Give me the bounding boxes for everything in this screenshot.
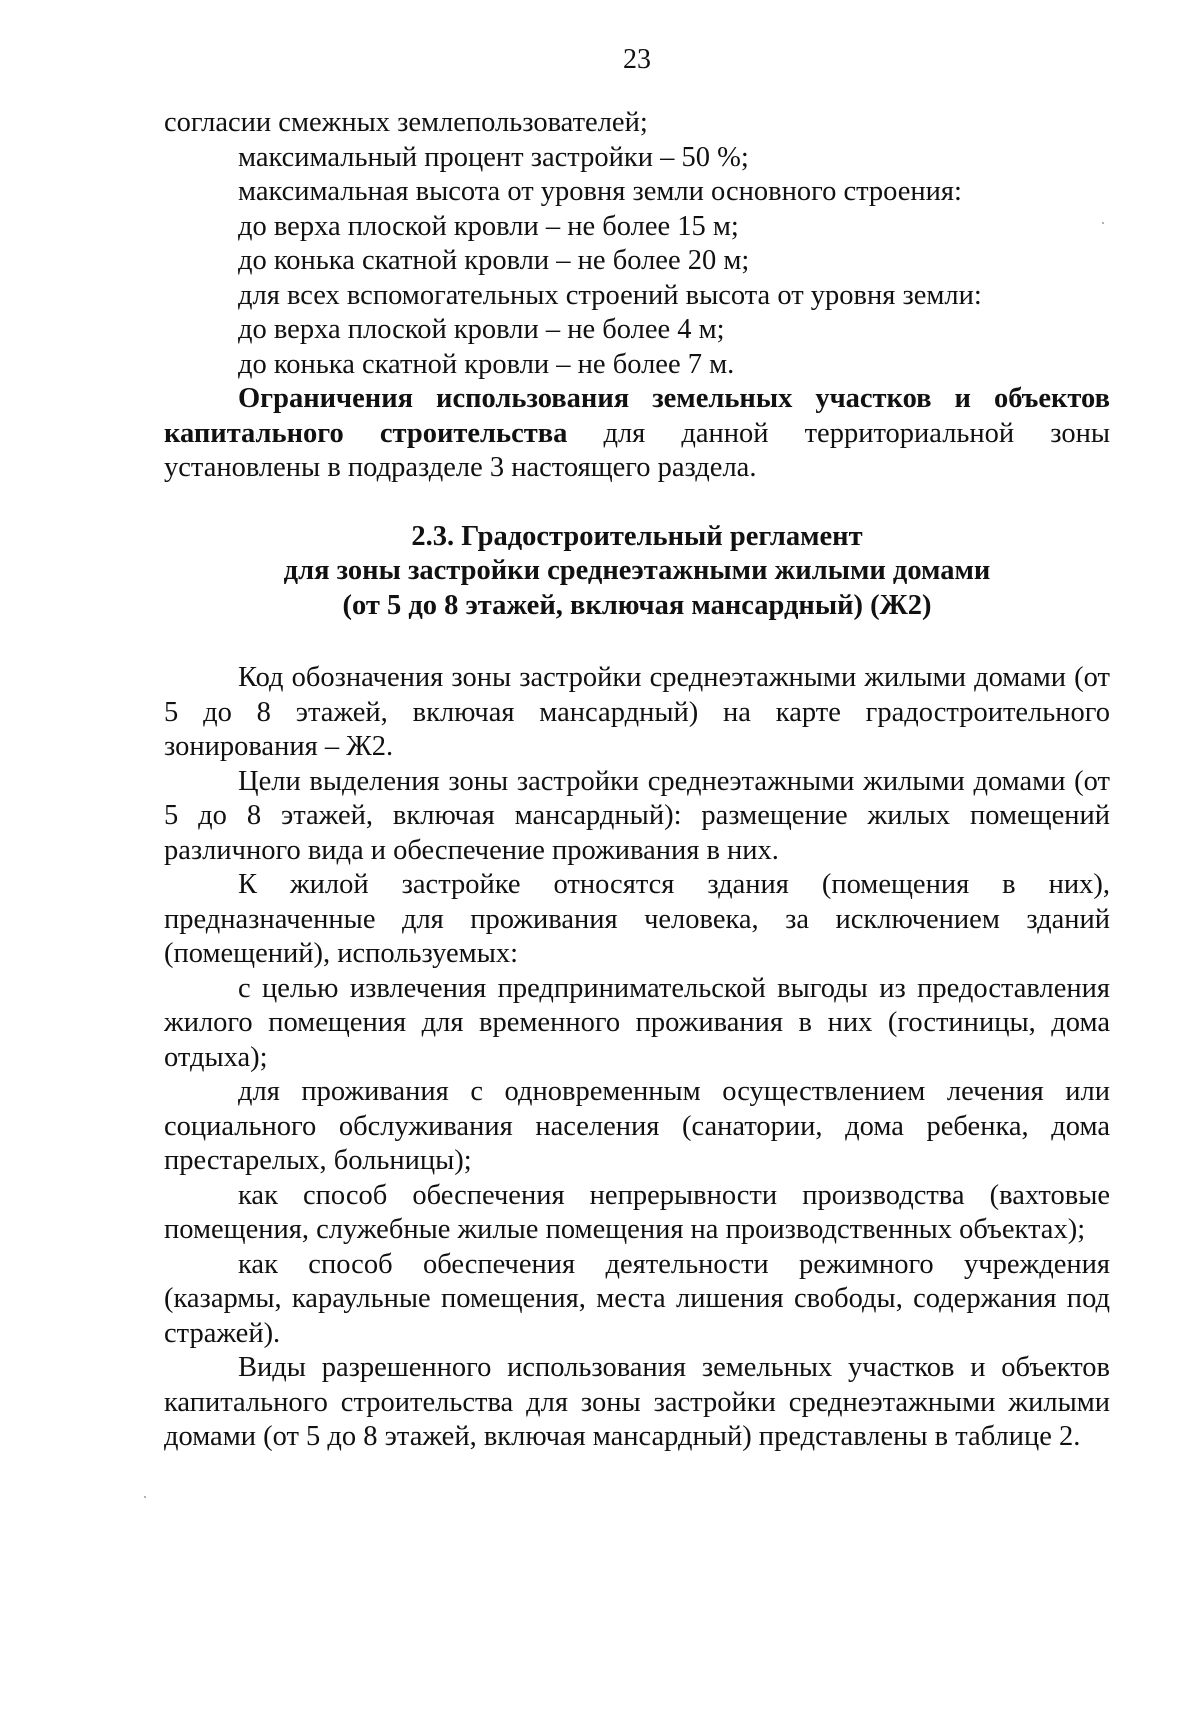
- body-paragraph: для проживания с одновременным осуществлением лечения или социального обслуживания населения (санатории, дома ребенка, дома престарелых, больницы);: [164, 1076, 1110, 1176]
- body-paragraph: как способ обеспечения непрерывности производства (вахтовые помещения, служебные жилые помещения на производственных объектах);: [164, 1179, 1110, 1245]
- building-parameters-list: [164, 141, 1110, 383]
- scan-speck: [144, 1496, 146, 1498]
- body-paragraph: как способ обеспечения деятельности режимного учреждения (казармы, караульные помещения, места лишения свободы, содержания под стражей).: [164, 1248, 1110, 1349]
- restrictions-bold-lead: Ограничения использования земельных участков и объектов капитального строительства: [164, 383, 1110, 449]
- section-heading: [164, 520, 1110, 624]
- body-paragraph: Виды разрешенного использования земельных участков и объектов капитального строительства для зоны застройки среднеэтажными жилыми домами (от 5 до 8 этажей, включая мансардный) представлены в таблице 2.: [164, 1352, 1110, 1452]
- body-paragraph: с целью извлечения предпринимательской выгоды из предоставления жилого помещения для временного проживания в них (гостиницы, дома отдыха);: [164, 972, 1110, 1073]
- heading-line: (от 5 до 8 этажей, включая мансардный) (Ж2): [342, 589, 932, 621]
- restrictions-rest: для данной территориальной зоны установлены в подразделе 3 настоящего раздела.: [164, 417, 1110, 483]
- list-item: максимальная высота от уровня земли основного строения:: [238, 176, 962, 207]
- heading-line: для зоны застройки среднеэтажными жилыми домами: [283, 555, 991, 586]
- scan-speck: [1102, 222, 1104, 224]
- list-item: максимальный процент застройки – 50 %;: [238, 141, 749, 173]
- body-paragraph: Цели выделения зоны застройки среднеэтажными жилыми домами (от 5 до 8 этажей, включая мансардный): размещение жилых помещений различного вида и обеспечение проживания в них.: [164, 765, 1110, 866]
- list-item: до верха плоской кровли – не более 15 м;: [238, 210, 739, 242]
- list-item: до верха плоской кровли – не более 4 м;: [238, 314, 725, 345]
- list-item: до конька скатной кровли – не более 20 м;: [238, 245, 750, 276]
- page-body: [164, 106, 1110, 1455]
- list-item: для всех вспомогательных строений высота от уровня земли:: [238, 279, 982, 311]
- restrictions-paragraph: [164, 382, 1110, 486]
- page-number: 23: [623, 44, 651, 75]
- heading-line: 2.3. Градостроительный регламент: [411, 520, 863, 552]
- body-paragraph: К жилой застройке относятся здания (помещения в них), предназначенные для проживания человека, за исключением зданий (помещений), используемых:: [164, 869, 1110, 969]
- list-item: до конька скатной кровли – не более 7 м.: [238, 348, 735, 380]
- body-paragraph: Код обозначения зоны застройки среднеэтажными жилыми домами (от 5 до 8 этажей, включая мансардный) на карте градостроительного зонирования – Ж2.: [164, 662, 1110, 762]
- continuation-line: согласии смежных землепользователей;: [164, 107, 648, 138]
